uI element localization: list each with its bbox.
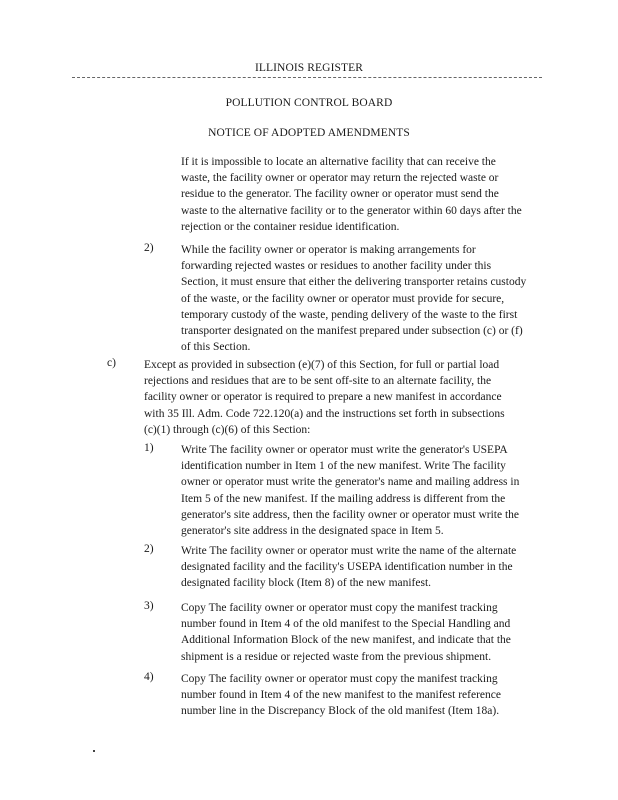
register-title: ILLINOIS REGISTER [254,62,364,74]
section-c-paragraph: Except as provided in subsection (e)(7) of this Section, for full or partial load rejections and residues that are to be sent off-site to an alternate facility, the facility owner or operator is required to prepare a new manifest in accordance with 35 Ill. Adm. Code 722.120(a) and the instructions set forth in subsections (c)(1) through (c)(6) of this Section: [144,359,505,436]
c4-paragraph: Copy The facility owner or operator must copy the manifest tracking number found in Item 4 of the new manifest to the manifest reference number line in the Discrepancy Block of the old manifest (Item 18a). [181,673,501,718]
c2-paragraph: Write The facility owner or operator must write the name of the alternate designated facility and the facility's USEPA identification number in the designated facility block (Item 8) of the new manifest. [181,545,517,590]
board-title: POLLUTION CONTROL BOARD [225,97,393,109]
scan-speck [93,750,95,752]
item-2-paragraph: While the facility owner or operator is making arrangements for forwarding rejected wastes or residues to another facility under this Section, it must ensure that either the delivering transporter retains custody of the waste, or the facility owner or operator must provide for secure, temporary custody of the waste, pending delivery of the waste to the first transporter designated on the manifest prepared under subsection (c) or (f) of this Section. [181,244,527,354]
c4-label: 4) [144,671,154,683]
c3-label: 3) [144,600,154,612]
c1-paragraph: Write The facility owner or operator must write the generator's USEPA identification number in Item 1 of the new manifest. Write The facility owner or operator must write the generator's name and mailing address in Item 5 of the new manifest. If the mailing address is different from the generator's site address, then the facility owner or operator must write the generator's site address in the designated space in Item 5. [181,444,520,538]
c3-paragraph: Copy The facility owner or operator must copy the manifest tracking number found in Item 4 of the old manifest to the Special Handling and Additional Information Block of the new manifest, and indicate that the shipment is a residue or rejected waste from the previous shipment. [181,602,511,663]
c2-label: 2) [144,543,154,555]
intro-paragraph: If it is impossible to locate an alternative facility that can receive the waste, the facility owner or operator may return the rejected waste or residue to the generator. The facility owner or operator must send the waste to the alternative facility or to the generator within 60 days after the rejection or the container residue identification. [181,156,522,233]
item-2-label: 2) [144,242,154,254]
c1-label: 1) [144,442,154,454]
notice-title: NOTICE OF ADOPTED AMENDMENTS [208,127,410,139]
header-rule [72,77,542,78]
section-c-label: c) [107,357,116,369]
